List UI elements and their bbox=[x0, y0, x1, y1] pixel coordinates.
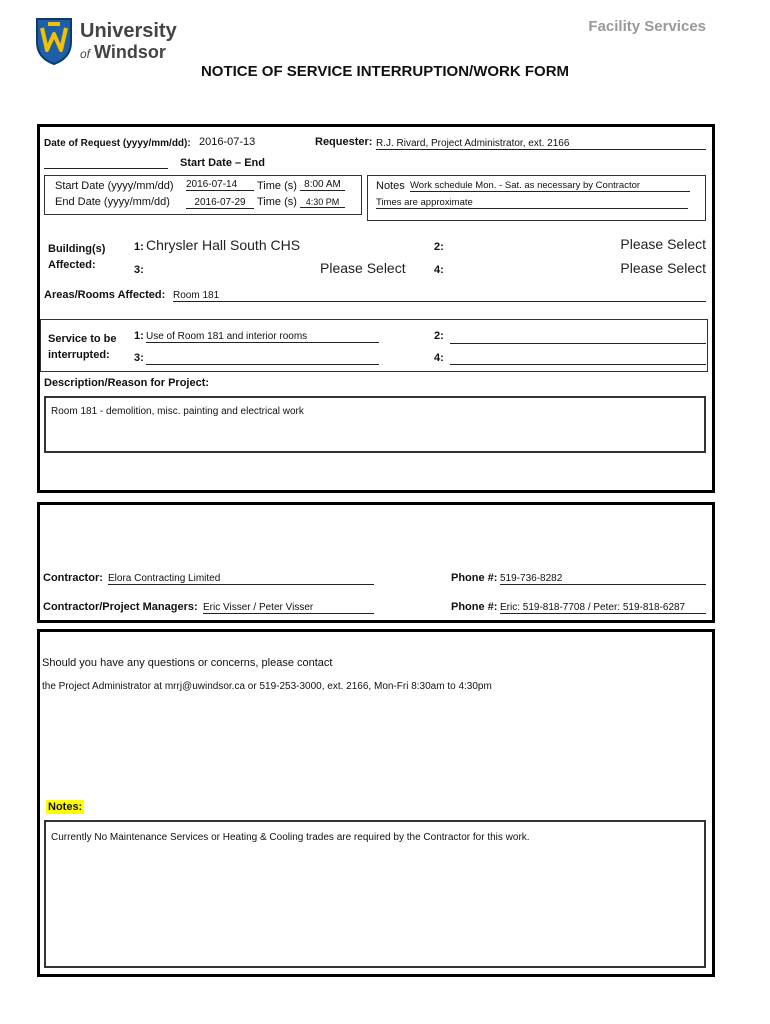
requester-label: Requester: bbox=[315, 136, 373, 148]
notes-line-2[interactable]: Times are approximate bbox=[376, 197, 688, 209]
contractor-value[interactable]: Elora Contracting Limited bbox=[108, 573, 374, 585]
pm-phone-label: Phone #: bbox=[451, 601, 498, 613]
pm-phone-value[interactable]: Eric: 519-818-7708 / Peter: 519-818-6287 bbox=[500, 602, 706, 614]
building-2-number: 2: bbox=[434, 241, 444, 253]
start-date-value[interactable]: 2016-07-14 bbox=[186, 179, 254, 191]
service-label bbox=[48, 331, 116, 363]
building-3-select[interactable]: Please Select bbox=[320, 260, 406, 276]
shield-icon bbox=[34, 16, 74, 66]
contractor-phone-value[interactable]: 519-736-8282 bbox=[500, 573, 706, 585]
date-of-request-label: Date of Request (yyyy/mm/dd): bbox=[44, 138, 191, 149]
buildings-label-line2: Affected: bbox=[48, 259, 96, 271]
areas-value[interactable]: Room 181 bbox=[173, 290, 706, 302]
description-text: Room 181 - demolition, misc. painting and electrical work bbox=[51, 406, 304, 417]
description-label: Description/Reason for Project: bbox=[44, 377, 210, 389]
notes-line-1[interactable]: Work schedule Mon. - Sat. as necessary by Contractor bbox=[410, 180, 690, 192]
start-time-value[interactable]: 8:00 AM bbox=[300, 179, 345, 191]
contractor-phone-label: Phone #: bbox=[451, 572, 498, 584]
service-3-number: 3: bbox=[134, 352, 144, 364]
logo-university: University bbox=[80, 20, 177, 42]
building-4-select[interactable]: Please Select bbox=[620, 260, 706, 276]
project-managers-value[interactable]: Eric Visser / Peter Visser bbox=[203, 602, 374, 614]
service-2-value[interactable] bbox=[450, 331, 706, 344]
start-time-label: Time (s) bbox=[257, 180, 297, 192]
page-title: NOTICE OF SERVICE INTERRUPTION/WORK FORM bbox=[200, 63, 570, 80]
end-time-value[interactable]: 4:30 PM bbox=[300, 197, 345, 208]
department-name: Facility Services bbox=[588, 18, 706, 35]
building-1-select[interactable]: Chrysler Hall South CHS bbox=[146, 237, 301, 253]
areas-label: Areas/Rooms Affected: bbox=[44, 289, 166, 301]
description-box[interactable] bbox=[44, 396, 706, 453]
buildings-label bbox=[48, 241, 105, 273]
service-3-value[interactable] bbox=[146, 352, 379, 365]
building-2-select[interactable]: Please Select bbox=[620, 236, 706, 252]
service-1-number: 1: bbox=[134, 330, 144, 342]
bottom-notes-text: Currently No Maintenance Services or Heating & Cooling trades are required by the Contractor for this work. bbox=[51, 832, 530, 843]
project-managers-label: Contractor/Project Managers: bbox=[43, 601, 198, 613]
building-3-number: 3: bbox=[134, 264, 144, 276]
end-date-value[interactable]: 2016-07-29 bbox=[186, 197, 254, 209]
start-date-label: Start Date (yyyy/mm/dd) bbox=[55, 180, 174, 192]
notes-label: Notes bbox=[376, 180, 405, 192]
date-of-request-value[interactable]: 2016-07-13 bbox=[199, 136, 256, 148]
start-end-heading: Start Date – End bbox=[180, 157, 265, 169]
end-time-label: Time (s) bbox=[257, 196, 297, 208]
notes-heading: Notes: bbox=[48, 801, 83, 813]
building-4-number: 4: bbox=[434, 264, 444, 276]
service-4-number: 4: bbox=[434, 352, 444, 364]
service-label-line2: interrupted: bbox=[48, 349, 110, 361]
university-logo bbox=[34, 16, 177, 68]
contractor-label: Contractor: bbox=[43, 572, 103, 584]
buildings-label-line1: Building(s) bbox=[48, 243, 106, 255]
contact-line-1: Should you have any questions or concerns, please contact bbox=[42, 657, 333, 669]
service-1-value[interactable]: Use of Room 181 and interior rooms bbox=[146, 331, 379, 343]
service-2-number: 2: bbox=[434, 330, 444, 342]
logo-windsor: Windsor bbox=[94, 42, 166, 62]
service-label-line1: Service to be bbox=[48, 333, 117, 345]
requester-value[interactable]: R.J. Rivard, Project Administrator, ext. 2166 bbox=[376, 138, 706, 150]
end-date-label: End Date (yyyy/mm/dd) bbox=[55, 196, 170, 208]
logo-of: of bbox=[80, 47, 91, 61]
service-4-value[interactable] bbox=[450, 352, 706, 365]
building-1-number: 1: bbox=[134, 241, 144, 253]
contact-line-2: the Project Administrator at mrrj@uwindsor.ca or 519-253-3000, ext. 2166, Mon-Fri 8:30am to 4:30pm bbox=[42, 681, 492, 692]
request-blank-line bbox=[44, 158, 168, 169]
